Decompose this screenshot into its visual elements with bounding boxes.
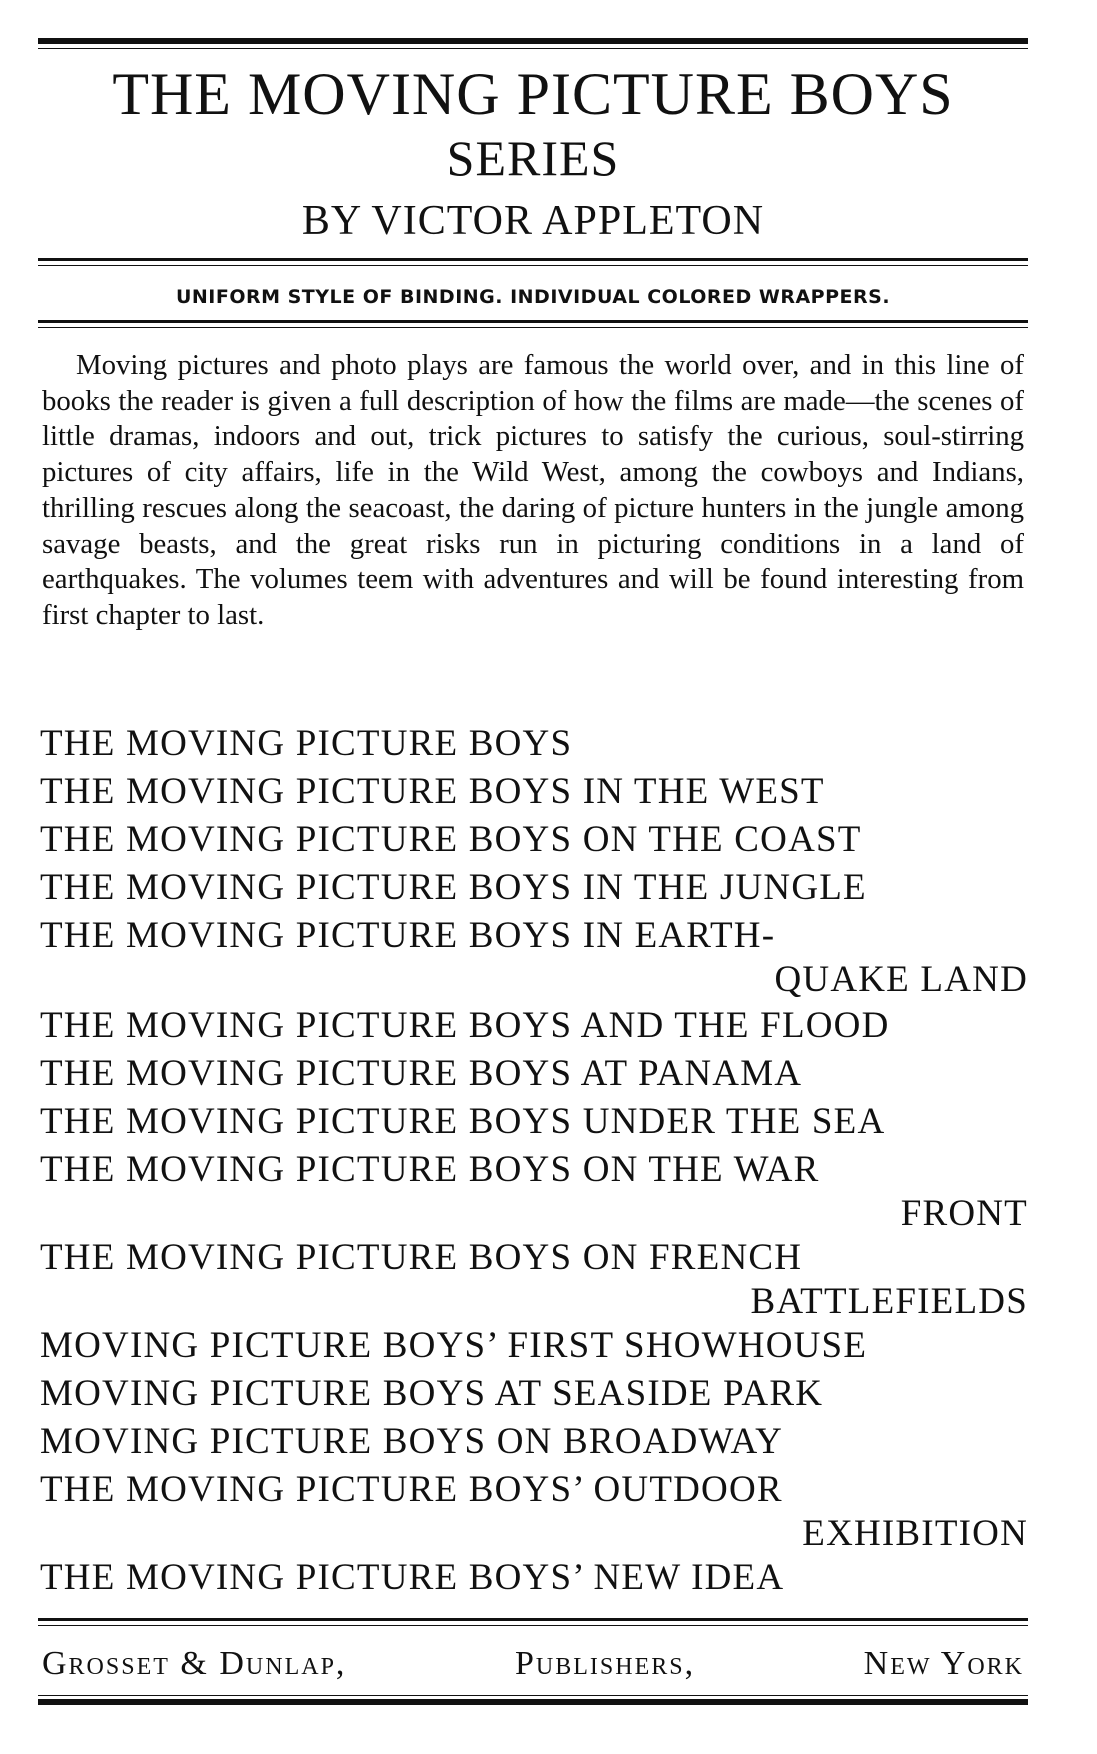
book-title-line: THE MOVING PICTURE BOYS ON THE COAST — [40, 819, 862, 860]
book-title-line: THE MOVING PICTURE BOYS — [40, 723, 573, 764]
book-title-list-item — [40, 866, 1028, 910]
book-title-list-item — [40, 1004, 1028, 1048]
footer-double-rule-bottom — [38, 1625, 1028, 1626]
binding-double-rule-top — [38, 320, 1028, 323]
book-title-list-item — [40, 1236, 1028, 1324]
series-title: THE MOVING PICTURE BOYS — [112, 61, 954, 127]
book-title-list-item — [40, 1052, 1028, 1096]
publisher-line — [42, 1644, 1024, 1684]
author-double-rule-bottom — [38, 265, 1028, 266]
book-title-list-item — [40, 1324, 1028, 1368]
book-title-list-item — [40, 770, 1028, 814]
book-title-list-item — [40, 818, 1028, 862]
book-title-line: MOVING PICTURE BOYS ON BROADWAY — [40, 1421, 784, 1462]
book-title-line: THE MOVING PICTURE BOYS ON THE WAR — [40, 1149, 820, 1190]
book-title-line: THE MOVING PICTURE BOYS’ OUTDOOR — [40, 1469, 783, 1510]
author-line: BY VICTOR APPLETON — [301, 198, 765, 244]
series-description: Moving pictures and photo plays are famous the world over, and in this line of books the reader is given a full description of how the films are made—the scenes of little dramas, indoors and out, trick pictures to satisfy the curious, soul-stirring pictures of city affairs, life in the Wild West, among the cowboys and Indians, thrilling rescues along the seacoast, the daring of picture hunters in the jungle among savage beasts, and the great risks run in picturing conditions in a land of earthquakes. The volumes teem with adventures and will be found interesting from first chapter to last. — [42, 349, 1024, 631]
book-title-continuation: QUAKE LAND — [774, 959, 1028, 1000]
binding-note: UNIFORM STYLE OF BINDING. INDIVIDUAL COLORED WRAPPERS. — [175, 286, 891, 308]
book-title-line: THE MOVING PICTURE BOYS AT PANAMA — [40, 1053, 803, 1094]
publisher-name: Grosset & Dunlap, — [42, 1645, 347, 1682]
book-title-list-item — [40, 914, 1028, 1002]
book-title-line: THE MOVING PICTURE BOYS IN THE WEST — [40, 771, 825, 812]
book-title-list-item — [40, 1148, 1028, 1236]
book-title-list-item — [40, 1372, 1028, 1416]
book-title-list-item — [40, 1556, 1028, 1600]
book-title-line: THE MOVING PICTURE BOYS’ NEW IDEA — [40, 1557, 785, 1598]
book-title-list-item — [40, 722, 1028, 766]
top-thick-rule — [38, 38, 1028, 44]
book-title-list-item — [40, 1100, 1028, 1144]
book-title-line: MOVING PICTURE BOYS AT SEASIDE PARK — [40, 1373, 824, 1414]
book-title-line: THE MOVING PICTURE BOYS IN EARTH- — [40, 915, 776, 956]
footer-double-rule-top — [38, 1618, 1028, 1621]
book-title-line: THE MOVING PICTURE BOYS ON FRENCH — [40, 1237, 803, 1278]
book-title-continuation: BATTLEFIELDS — [750, 1281, 1028, 1322]
top-thin-rule — [38, 48, 1028, 49]
publisher-city: New York — [863, 1645, 1024, 1682]
bottom-thin-rule — [38, 1695, 1028, 1696]
book-title-continuation: EXHIBITION — [802, 1513, 1028, 1554]
publisher-role: Publishers, — [514, 1645, 696, 1682]
bottom-thick-rule — [38, 1699, 1028, 1705]
book-title-line: THE MOVING PICTURE BOYS IN THE JUNGLE — [40, 867, 867, 908]
book-title-line: MOVING PICTURE BOYS’ FIRST SHOWHOUSE — [40, 1325, 868, 1366]
book-title-continuation: FRONT — [900, 1193, 1028, 1234]
series-subtitle: SERIES — [446, 130, 620, 186]
binding-double-rule-bottom — [38, 327, 1028, 328]
author-double-rule-top — [38, 258, 1028, 261]
book-title-list-item — [40, 1420, 1028, 1464]
book-title-line: THE MOVING PICTURE BOYS AND THE FLOOD — [40, 1005, 890, 1046]
book-title-line: THE MOVING PICTURE BOYS UNDER THE SEA — [40, 1101, 886, 1142]
book-title-list-item — [40, 1468, 1028, 1556]
